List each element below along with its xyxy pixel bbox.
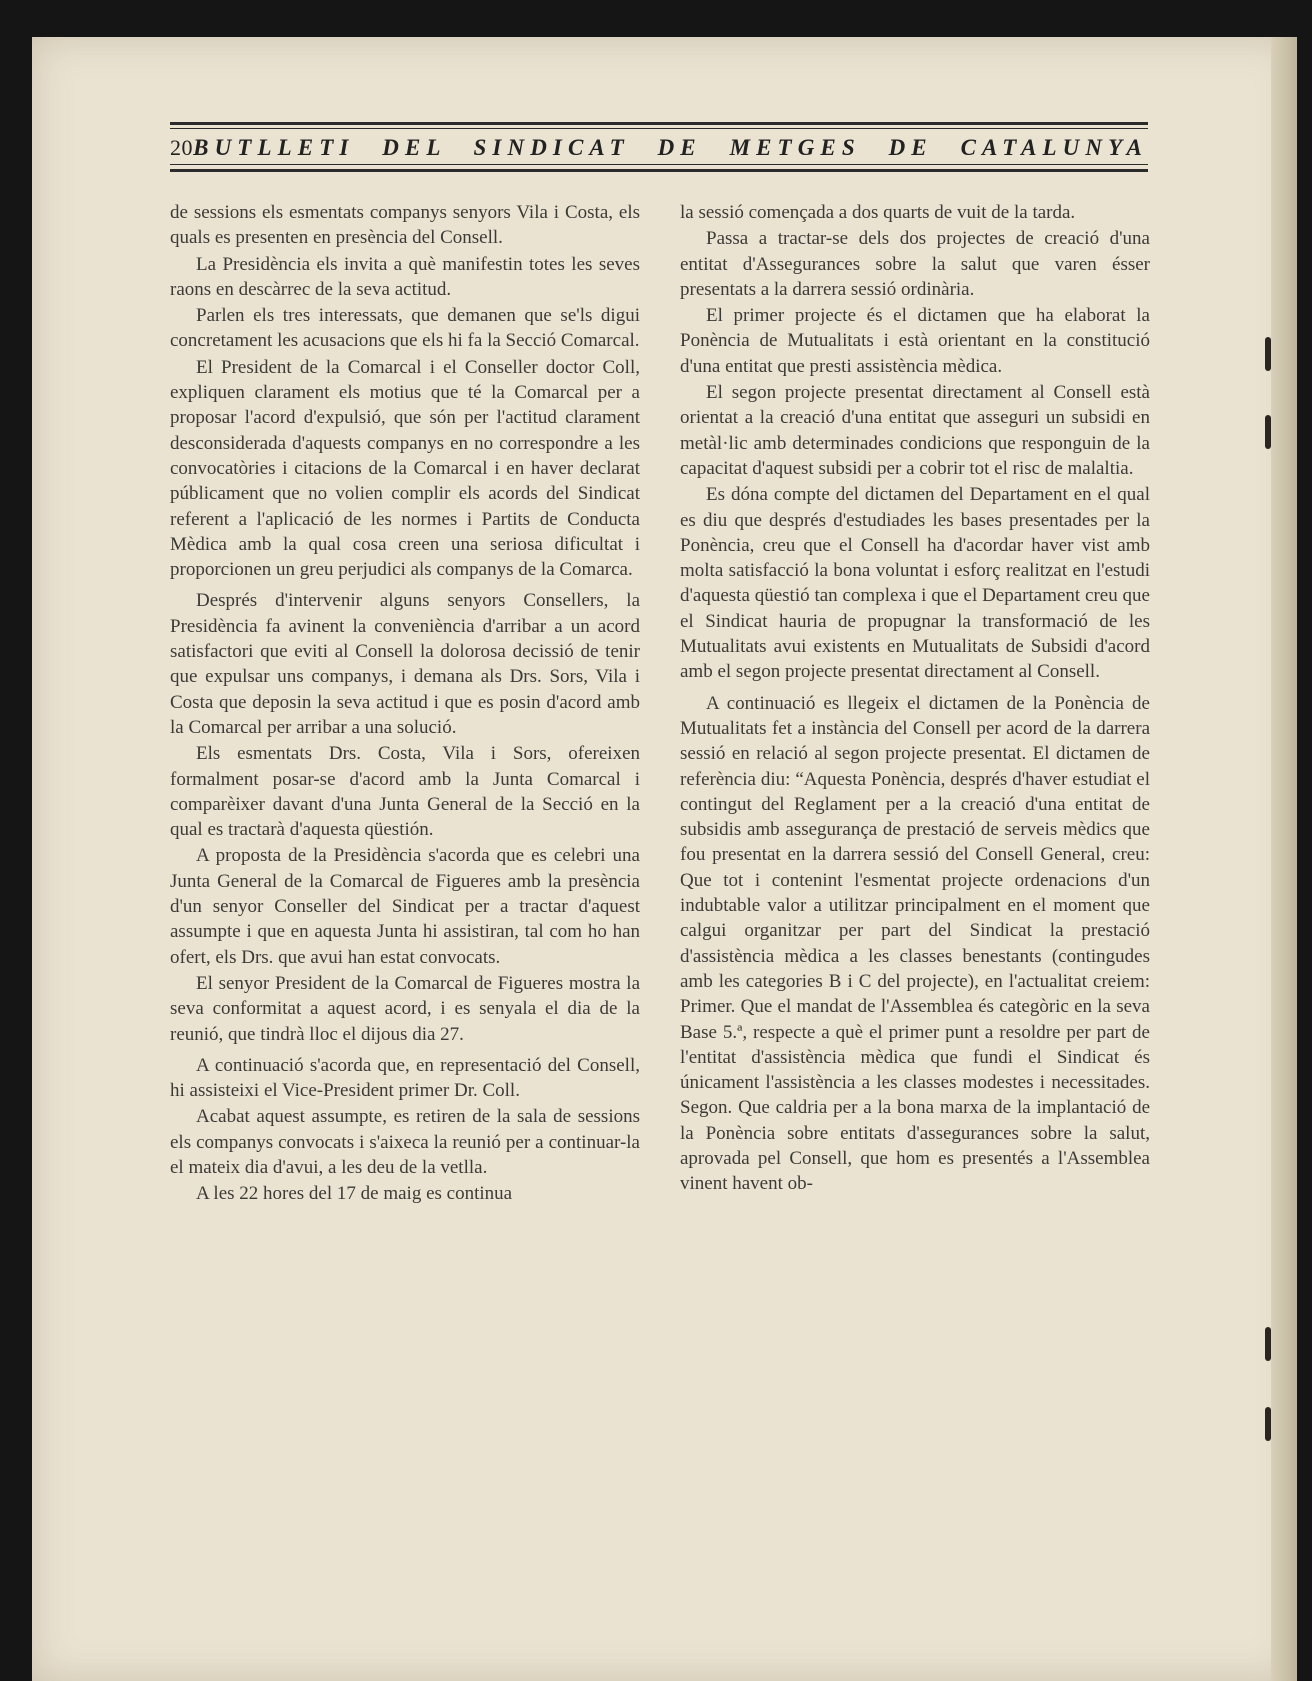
paragraph: Després d'intervenir alguns senyors Consellers, la Presidència fa avinent la conveniència d'arribar a un acord satisfactori que eviti al Consell la dolorosa decissió de tenir que expulsar uns companys, i demana als Drs. Sors, Vila i Costa que deposin la seva actitud i que es posin d'acord amb la Comarcal per arribar a una solució. [170,590,640,738]
page-header [170,86,1148,178]
paragraph: Es dóna compte del dictamen del Departament en el qual es diu que després d'estudiades les bases presentades per la Ponència, creu que el Consell ha d'acordar haver vist amb molta satisfacció la bona voluntat i esforç realitzat en l'estudi d'aquesta qüestió tan complexa i que el Departament creu que el Sindicat hauria de propugnar la transformació de les Mutualitats avui existents en Mutualitats de Subsidi d'acord amb el segon projecte presentat directament al Consell. [680,484,1150,683]
header-rule [170,164,1148,165]
margin-mark [1265,1407,1271,1441]
paragraph: El senyor President de la Comarcal de Figueres mostra la seva conformitat a aquest acord, i es senyala el dia de la reunió, que tindrà lloc el dijous dia 27. [170,972,640,1045]
paragraph: A continuació s'acorda que, en representació del Consell, hi assisteixi el Vice-President primer Dr. Coll. [170,1054,640,1102]
paragraph: A proposta de la Presidència s'acorda que es celebri una Junta General de la Comarcal de Figueres amb la presència d'un senyor Conseller del Sindicat per a tractar d'aquest assumpte i que en aquesta Junta hi assistiran, tal com ho han ofert, els Drs. que avui han estat convocats. [170,845,640,968]
paragraph: A les 22 hores del 17 de maig es continua [196,1183,513,1205]
margin-mark [1265,337,1271,371]
paragraph: de sessions els esmentats companys senyors Vila i Costa, els quals es presenten en presència del Consell. [170,202,640,249]
paragraph: Els esmentats Drs. Costa, Vila i Sors, ofereixen formalment posar-se d'acord amb la Junta Comarcal i comparèixer davant d'una Junta General de la Secció en la qual es tractarà d'aquesta qüestión. [170,743,640,841]
page-edge [1271,37,1297,1681]
header-rule [170,122,1148,125]
header-row [170,134,1148,162]
header-rule [170,128,1148,129]
page-number: 20 [170,135,193,160]
paragraph: A continuació es llegeix el dictamen de la Ponència de Mutualitats fet a instància del Consell per acord de la darrera sessió en relació al segon projecte presentat. El dictamen de referència diu: “Aquesta Ponència, després d'haver estudiat el contingut del Reglament per a la creació d'una entitat de subsidis amb assegurança de prestació de serveis mèdics que fou presentat en la darrera sessió del Consell General, creu: Que tot i contenint l'esmentat projecte ordenacions d'un indubtable valor a utilitzar principalment en el moment que calgui organitzar per part del Sindicat la prestació d'assistència mèdica a les classes benestants (contingudes amb les categories B i C del projecte), en l'actualitat creiem: Primer. Que el mandat de l'Assemblea és categòric en la seva Base 5.ª, respecte a què el primer punt a resoldre per part de l'entitat d'assistència mèdica que fundi el Sindicat és únicament l'assistència a les classes modestes i necessitades. Segon. Que caldria per a la bona marxa de la implantació de la Ponència sobre entitats d'assegurances sobre la salut, aprovada pel Consell, que hom es presentés a l'Assemblea vinent havent ob- [680,692,1150,1195]
right-column [680,200,1150,1208]
paragraph: El primer projecte és el dictamen que ha elaborat la Ponència de Mutualitats i està orientant en la constitució d'una entitat que presti assistència mèdica. [680,305,1150,377]
margin-mark [1265,1327,1271,1361]
paragraph: El segon projecte presentat directament al Consell està orientat a la creació d'una entitat que asseguri un subsidi en metàl·lic amb determinades condicions que responguin de la capacitat d'aquest subsidi per a cobrir tot el risc de malaltia. [680,382,1150,479]
left-column [170,200,640,1208]
paragraph: La Presidència els invita a què manifestin totes les seves raons en descàrrec de la seva actitud. [170,253,640,300]
text-columns [170,200,1150,1208]
paragraph: El President de la Comarcal i el Conseller doctor Coll, expliquen clarament els motius que té la Comarcal per a proposar l'acord d'expulsió, que són per l'actitud clarament desconsiderada d'aquests companys en no correspondre a les convocatòries i citacions de la Comarcal i en haver declarat públicament que no volien complir els acords del Sindicat referent a l'aplicació de les normes i Partits de Conducta Mèdica amb la qual cosa creen una seriosa dificultat i proporcionen un greu perjudici als companys de la Comarca. [170,356,640,581]
paragraph: Acabat aquest assumpte, es retiren de la sala de sessions els companys convocats i s'aixeca la reunió per a continuar-la el mateix dia d'avui, a les deu de la vetlla. [170,1106,640,1178]
paragraph: Parlen els tres interessats, que demanen que se'ls digui concretament les acusacions que els hi fa la Secció Comarcal. [170,305,640,352]
paragraph: la sessió començada a dos quarts de vuit de la tarda. [680,202,1076,223]
paragraph: Passa a tractar-se dels dos projectes de creació d'una entitat d'Assegurances sobre la salut que varen ésser presentats a la darrera sessió ordinària. [680,228,1150,300]
journal-title: BUTLLETI DEL SINDICAT DE METGES DE CATALUNYA [193,135,1148,160]
header-rule [170,169,1148,172]
margin-mark [1265,415,1271,449]
